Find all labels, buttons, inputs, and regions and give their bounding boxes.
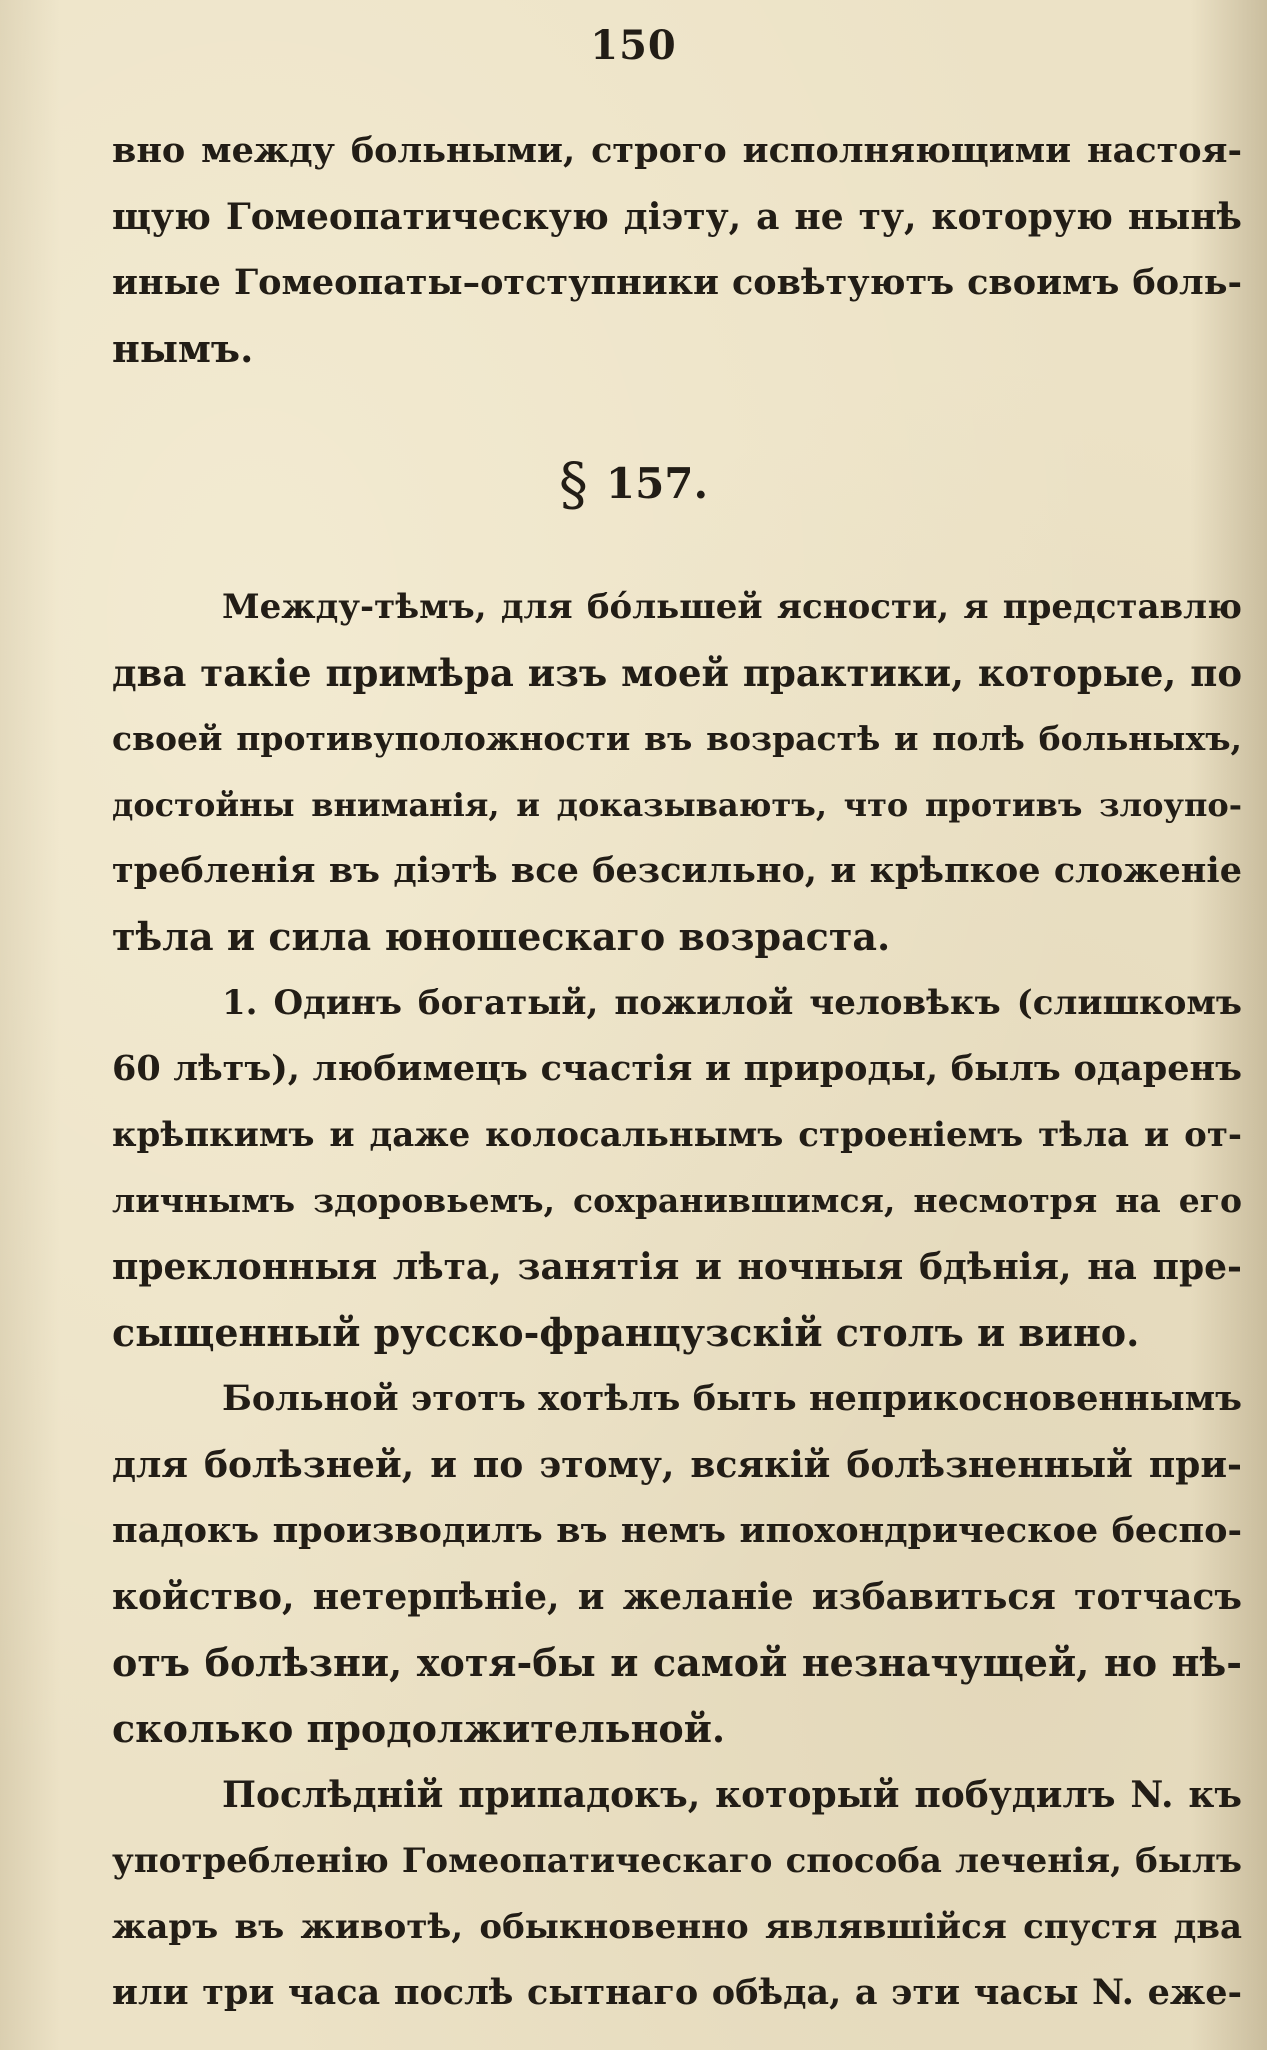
text-line: сыщенный русско-французскій столъ и вино. [112,1310,1140,1355]
text-line: преклонныя лѣта, занятія и ночныя бдѣнія, на пре- [112,1246,1242,1288]
text-line: для болѣзней, и по этому, всякій болѣзненный при- [112,1444,1242,1486]
text-line: 60 лѣтъ), любимецъ счастія и природы, былъ одаренъ [112,1048,1242,1089]
text-line: отъ болѣзни, хотя-бы и самой незначущей, но нѣ- [112,1640,1242,1685]
text-line: вно между больными, строго исполняющими настоя- [112,130,1242,171]
text-line: нымъ. [112,326,254,371]
text-line: Между-тѣмъ, для бо́льшей ясности, я представлю [222,587,1242,627]
section-heading [0,450,1267,518]
text-line: своей противуположности въ возрастѣ и полѣ больныхъ, [112,719,1242,758]
text-line: щую Гомеопатическую діэту, а не ту, которую нынѣ [112,196,1242,238]
text-line: крѣпкимъ и даже колосальнымъ строеніемъ тѣла и от- [112,1115,1242,1155]
page-number: 150 [590,22,677,69]
text-line: койство, нетерпѣніе, и желаніе избавиться тотчасъ [112,1576,1242,1618]
text-line: сколько продолжительной. [112,1706,726,1751]
text-line: иные Гомеопаты–отступники совѣтуютъ своимъ боль- [112,262,1242,303]
text-line: падокъ производилъ въ немъ ипохондрическое беспо- [112,1510,1242,1551]
section-number: 157. [605,459,709,508]
text-line: или три часа послѣ сытнаго обѣда, а эти часы N. еже- [112,1972,1242,2013]
paragraph-continuation [112,118,1242,382]
text-line: Послѣдній припадокъ, который побудилъ N. къ [222,1774,1242,1816]
text-line: тѣла и сила юношескаго возраста. [112,914,891,959]
text-line: достойны вниманія, и доказываютъ, что противъ злоупо- [112,786,1242,824]
paragraph [112,1366,1242,1762]
paragraph [112,574,1242,970]
text-line: 1. Одинъ богатый, пожилой человѣкъ (слишкомъ [222,983,1242,1023]
text-line: Больной этотъ хотѣлъ быть неприкосновеннымъ [222,1378,1242,1419]
section-symbol: § [558,450,588,518]
paragraph [112,970,1242,1366]
text-line: два такіе примѣра изъ моей практики, которые, по [112,651,1242,695]
text-line: требленія въ діэтѣ все безсильно, и крѣпкое сложеніе [112,850,1242,891]
text-line: личнымъ здоровьемъ, сохранившимся, несмотря на его [112,1181,1242,1220]
text-line: жаръ въ животѣ, обыкновенно являвшійся спустя два [112,1907,1242,1947]
paragraph [112,1762,1242,2026]
text-line: употребленію Гомеопатическаго способа леченія, былъ [112,1841,1242,1881]
